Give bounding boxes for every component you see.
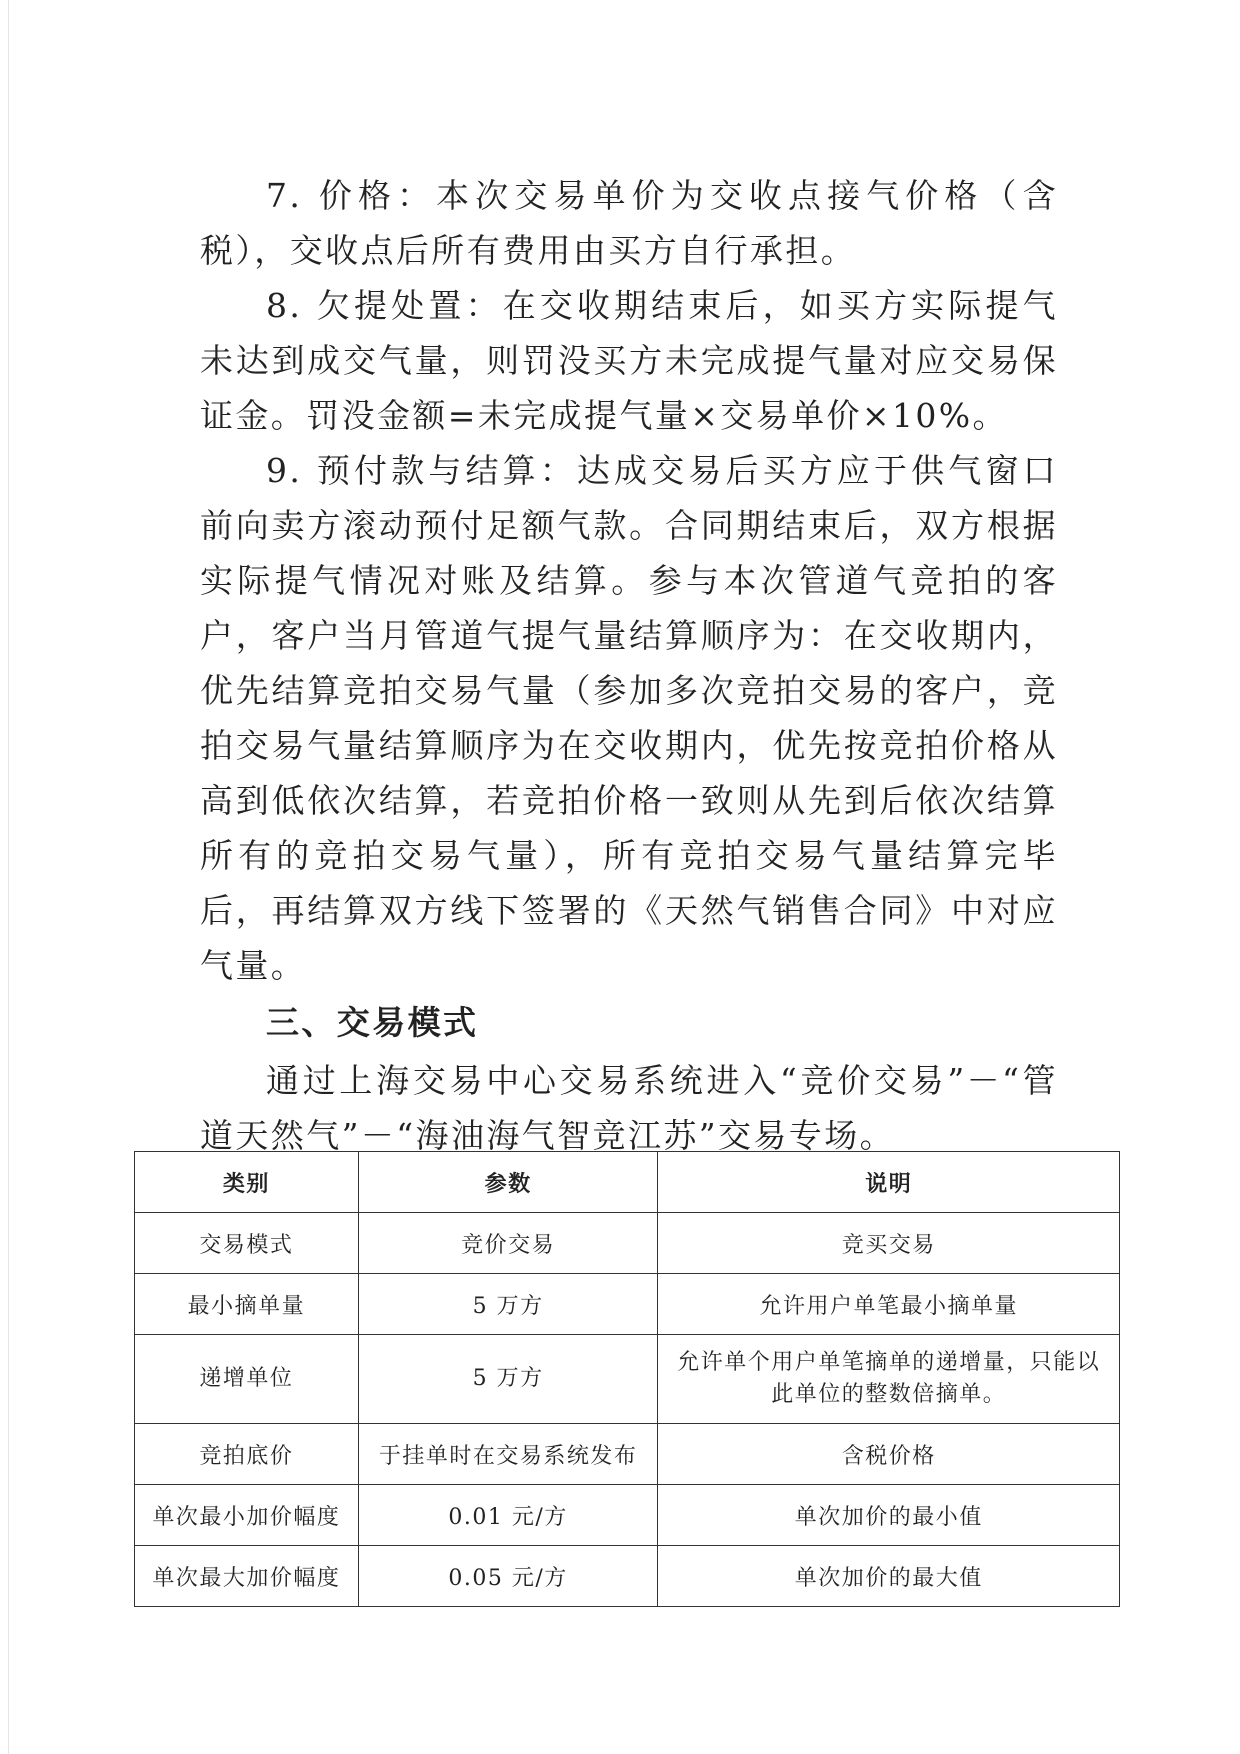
header-description: 说明 xyxy=(658,1152,1120,1213)
table-cell: 单次加价的最小值 xyxy=(658,1485,1120,1546)
section-heading: 三、交易模式 xyxy=(266,1003,479,1042)
table-row xyxy=(135,1546,1120,1607)
table-header-row xyxy=(135,1152,1120,1213)
table-cell: 竞买交易 xyxy=(658,1213,1120,1274)
table-row xyxy=(135,1485,1120,1546)
table-cell: 5 万方 xyxy=(358,1335,658,1424)
paragraph-price: 7. 价格：本次交易单价为交收点接气价格（含税），交收点后所有费用由买方自行承担。 xyxy=(200,176,1058,270)
paragraph-settlement: 9. 预付款与结算：达成交易后买方应于供气窗口前向卖方滚动预付足额气款。合同期结束后，双方根据实际提气情况对账及结算。参与本次管道气竞拍的客户，客户当月管道气提气量结算顺序为：在交收期内，优先结算竞拍交易气量（参加多次竞拍交易的客户，竞拍交易气量结算顺序为在交收期内，优先按竞拍价格从高到低依次结算，若竞拍价格一致则从先到后依次结算所有的竞拍交易气量），所有竞拍交易气量结算完毕后，再结算双方线下签署的《天然气销售合同》中对应气量。 xyxy=(200,451,1058,985)
paragraph-trading-entry: 通过上海交易中心交易系统进入“竞价交易”－“管道天然气”－“海油海气智竞江苏”交易专场。 xyxy=(200,1061,1058,1155)
table-cell: 单次最小加价幅度 xyxy=(135,1485,359,1546)
table-cell: 0.01 元/方 xyxy=(358,1485,658,1546)
table-cell: 含税价格 xyxy=(658,1424,1120,1485)
table-row xyxy=(135,1335,1120,1424)
table-cell: 单次加价的最大值 xyxy=(658,1546,1120,1607)
header-category: 类别 xyxy=(135,1152,359,1213)
scan-edge-line xyxy=(8,0,9,1754)
table-row xyxy=(135,1424,1120,1485)
table-cell: 最小摘单量 xyxy=(135,1274,359,1335)
trading-parameters-table xyxy=(134,1151,1120,1607)
body-text xyxy=(200,168,1058,1163)
table-row xyxy=(135,1274,1120,1335)
trading-parameters-table-wrap xyxy=(134,1151,1120,1607)
table-cell: 竞价交易 xyxy=(358,1213,658,1274)
header-parameter: 参数 xyxy=(358,1152,658,1213)
table-cell: 5 万方 xyxy=(358,1274,658,1335)
table-cell: 单次最大加价幅度 xyxy=(135,1546,359,1607)
paragraph-underlift: 8. 欠提处置：在交收期结束后，如买方实际提气未达到成交气量，则罚没买方未完成提气量对应交易保证金。罚没金额=未完成提气量×交易单价×10%。 xyxy=(200,286,1058,435)
table-cell: 于挂单时在交易系统发布 xyxy=(358,1424,658,1485)
table-cell: 交易模式 xyxy=(135,1213,359,1274)
table-row xyxy=(135,1213,1120,1274)
table-cell: 允许单个用户单笔摘单的递增量，只能以此单位的整数倍摘单。 xyxy=(658,1335,1120,1424)
table-cell: 允许用户单笔最小摘单量 xyxy=(658,1274,1120,1335)
table-cell: 0.05 元/方 xyxy=(358,1546,658,1607)
table-cell: 竞拍底价 xyxy=(135,1424,359,1485)
table-cell: 递增单位 xyxy=(135,1335,359,1424)
